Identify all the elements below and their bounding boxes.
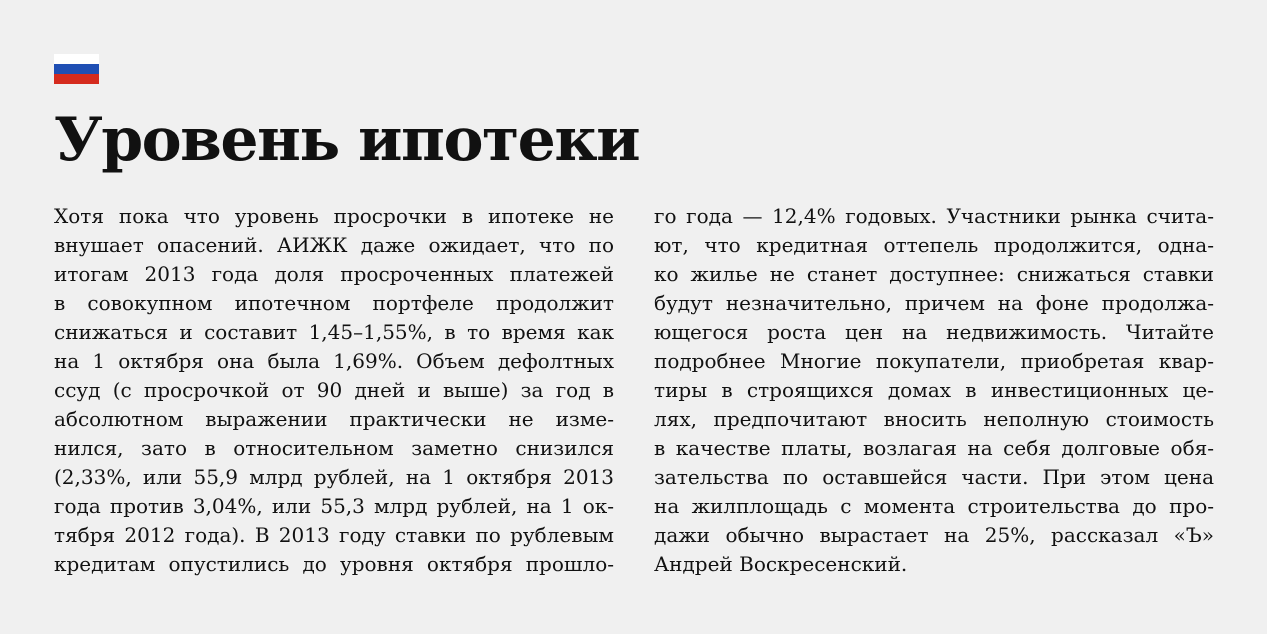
flag-stripe-blue bbox=[54, 64, 99, 74]
flag-stripe-white bbox=[54, 54, 99, 64]
text-line: снижаться и составит 1,45–1,55%, в то время как bbox=[54, 320, 614, 344]
text-line: ко жилье не станет доступнее: снижаться ставки bbox=[654, 262, 1214, 286]
article-column-left bbox=[54, 202, 614, 579]
russia-flag-icon bbox=[54, 54, 99, 84]
article-column-right bbox=[654, 202, 1214, 579]
text-line: Хотя пока что уровень просрочки в ипотеке не bbox=[54, 204, 614, 228]
text-line: кредитам опустились до уровня октября прошло- bbox=[54, 552, 614, 576]
text-line: зательства по оставшейся части. При этом цена bbox=[654, 465, 1214, 489]
text-line: (2,33%, или 55,9 млрд рублей, на 1 октября 2013 bbox=[54, 465, 614, 489]
text-line: лях, предпочитают вносить неполную стоимость bbox=[654, 407, 1214, 431]
text-line: тября 2012 года). В 2013 году ставки по рублевым bbox=[54, 523, 614, 547]
text-line: тиры в строящихся домах в инвестиционных це- bbox=[654, 378, 1214, 402]
text-line: Андрей Воскресенский. bbox=[654, 552, 908, 576]
text-line: года против 3,04%, или 55,3 млрд рублей, на 1 ок- bbox=[54, 494, 614, 518]
text-line: в совокупном ипотечном портфеле продолжит bbox=[54, 291, 614, 315]
text-line: будут незначительно, причем на фоне продолжа- bbox=[654, 291, 1214, 315]
text-line: дажи обычно вырастает на 25%, рассказал «Ъ» bbox=[654, 523, 1214, 547]
text-line: в качестве платы, возлагая на себя долговые обя- bbox=[654, 436, 1214, 460]
text-line: внушает опасений. АИЖК даже ожидает, что по bbox=[54, 233, 614, 257]
text-line: на 1 октября она была 1,69%. Объем дефолтных bbox=[54, 349, 614, 373]
text-line: ют, что кредитная оттепель продолжится, одна- bbox=[654, 233, 1214, 257]
page-title: Уровень ипотеки bbox=[54, 105, 640, 175]
text-line: нился, зато в относительном заметно снизился bbox=[54, 436, 614, 460]
flag-stripe-red bbox=[54, 74, 99, 84]
text-line: абсолютном выражении практически не изме- bbox=[54, 407, 614, 431]
text-line: ссуд (с просрочкой от 90 дней и выше) за год в bbox=[54, 378, 614, 402]
text-line: ющегося роста цен на недвижимость. Читайте bbox=[654, 320, 1214, 344]
text-line: подробнее Многие покупатели, приобретая квар- bbox=[654, 349, 1214, 373]
text-line: на жилплощадь с момента строительства до про- bbox=[654, 494, 1214, 518]
text-line: го года — 12,4% годовых. Участники рынка счита- bbox=[654, 204, 1214, 228]
text-line: итогам 2013 года доля просроченных платежей bbox=[54, 262, 614, 286]
